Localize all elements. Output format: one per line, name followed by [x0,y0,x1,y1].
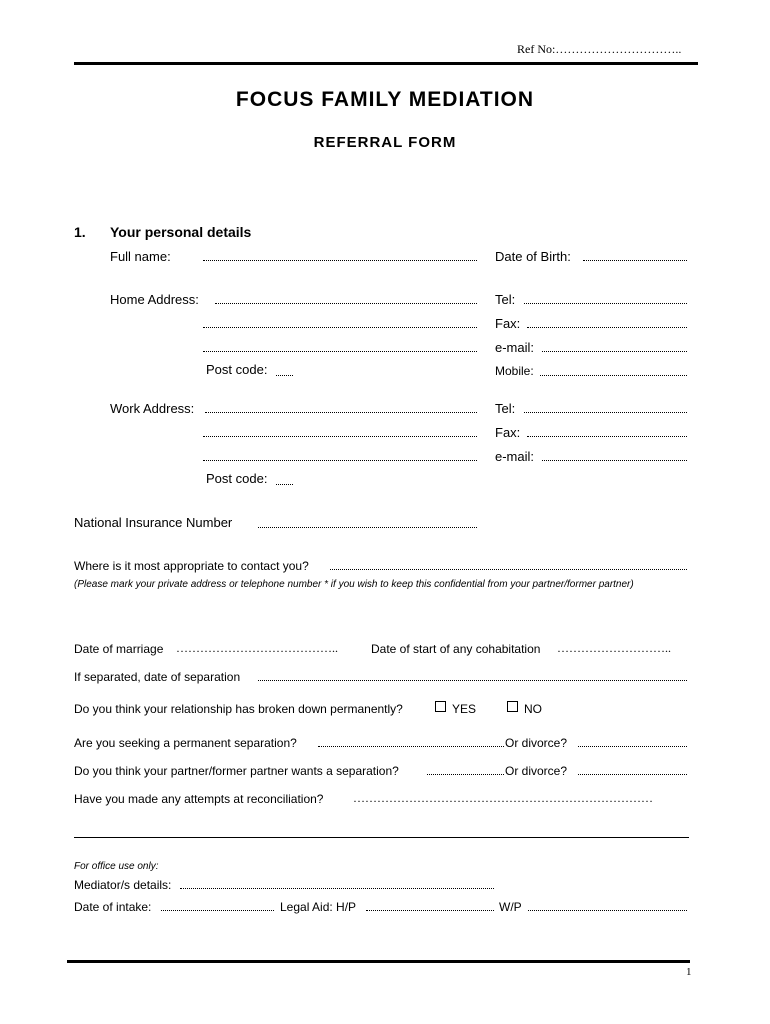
office-divider [74,837,689,838]
work-email-label: e-mail: [495,449,535,464]
partner-wants-question: Do you think your partner/former partner wants a separation? [74,764,399,778]
date-of-intake-field[interactable] [161,910,274,911]
home-address-line-2[interactable] [203,327,477,328]
mediators-label: Mediator/s details: [74,878,172,892]
cohabitation-label: Date of start of any cohabitation [371,642,541,656]
or-divorce-label-2: Or divorce? [505,764,568,778]
post-code-label: Post code: [206,362,268,377]
mobile-field[interactable] [540,375,687,376]
tel-label: Tel: [495,292,516,307]
or-divorce-field-1[interactable] [578,746,687,747]
home-address-label: Home Address: [110,292,199,307]
cohabitation-field[interactable]: ……………………….. [557,641,671,655]
work-tel-field[interactable] [524,412,687,413]
wp-field[interactable] [528,910,687,911]
ref-number: Ref No:………………………….. [517,42,682,56]
work-tel-label: Tel: [495,401,516,416]
work-post-code-label: Post code: [206,471,268,486]
separation-date-field[interactable] [258,680,687,681]
home-address-line-1[interactable] [215,303,477,304]
or-divorce-label-1: Or divorce? [505,736,568,750]
broken-down-question: Do you think your relationship has broken down permanently? [74,702,403,716]
dob-field[interactable] [583,260,687,261]
section-heading: Your personal details [110,224,252,240]
seeking-separation-field[interactable] [318,746,504,747]
fax-field[interactable] [527,327,687,328]
date-of-marriage-field[interactable]: ………………………………….. [176,641,338,655]
work-address-label: Work Address: [110,401,195,416]
seeking-separation-question: Are you seeking a permanent separation? [74,736,297,750]
email-field[interactable] [542,351,687,352]
full-name-label: Full name: [110,249,171,264]
ni-number-label: National Insurance Number [74,515,233,530]
email-label: e-mail: [495,340,535,355]
dob-label: Date of Birth: [495,249,571,264]
contact-note: (Please mark your private address or telephone number * if you wish to keep this confidential from your partner/former partner) [74,579,634,590]
page-number: 1 [686,966,692,978]
partner-wants-field[interactable] [427,774,504,775]
ni-number-field[interactable] [258,527,477,528]
no-checkbox[interactable] [507,701,518,712]
date-of-intake-label: Date of intake: [74,900,152,914]
yes-label: YES [452,702,477,716]
mobile-label: Mobile: [495,364,534,378]
header-rule [74,62,698,65]
date-of-marriage-label: Date of marriage [74,642,164,656]
separation-date-label: If separated, date of separation [74,670,241,684]
office-use-heading: For office use only: [74,861,159,872]
legal-aid-field[interactable] [366,910,494,911]
work-fax-field[interactable] [527,436,687,437]
tel-field[interactable] [524,303,687,304]
contact-field[interactable] [330,569,687,570]
work-address-line-3[interactable] [203,460,477,461]
post-code-field[interactable] [276,375,293,376]
footer-rule [67,960,690,963]
work-fax-label: Fax: [495,425,521,440]
no-label: NO [524,702,542,716]
home-address-line-3[interactable] [203,351,477,352]
reconciliation-question: Have you made any attempts at reconciliation? [74,792,324,806]
reconciliation-field[interactable]: ………………………………………………………………… [353,791,653,805]
page-title: FOCUS FAMILY MEDIATION [235,88,535,111]
work-address-line-2[interactable] [203,436,477,437]
work-email-field[interactable] [542,460,687,461]
full-name-field[interactable] [203,260,477,261]
work-address-line-1[interactable] [205,412,477,413]
or-divorce-field-2[interactable] [578,774,687,775]
fax-label: Fax: [495,316,521,331]
contact-question: Where is it most appropriate to contact you? [74,559,309,573]
legal-aid-label: Legal Aid: H/P [280,900,357,914]
wp-label: W/P [499,900,522,914]
form-subtitle: REFERRAL FORM [313,134,457,151]
mediators-field[interactable] [180,888,494,889]
work-post-code-field[interactable] [276,484,293,485]
section-number: 1. [74,224,86,240]
yes-checkbox[interactable] [435,701,446,712]
